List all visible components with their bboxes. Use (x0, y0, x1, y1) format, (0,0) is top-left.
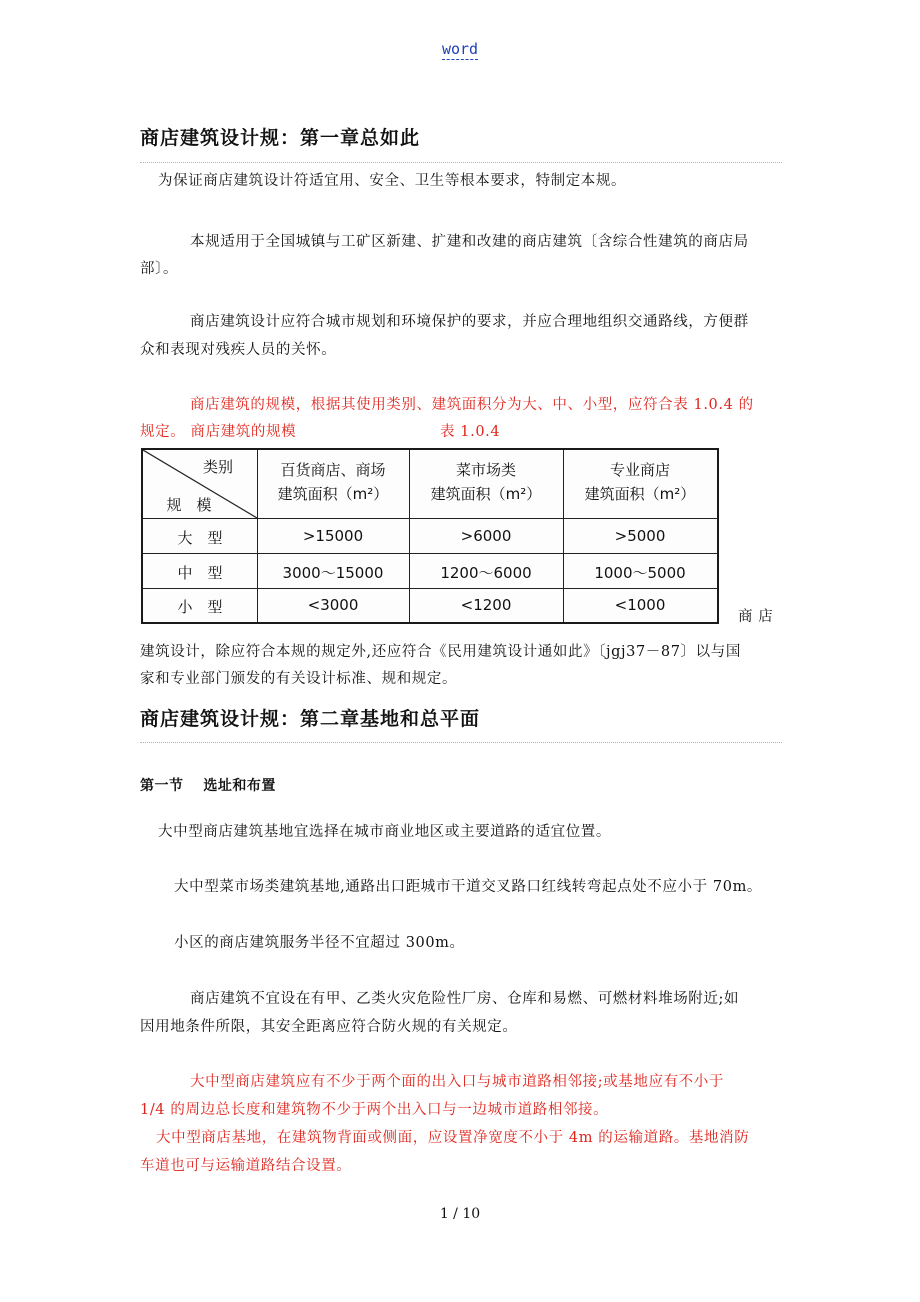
chapter2-para2: 大中型菜市场类建筑基地,通路出口距城市干道交叉路口红线转弯起点处不应小于 70m。 (174, 879, 763, 895)
chapter2-para3: 小区的商店建筑服务半径不宜超过 300m。 (174, 935, 465, 951)
table-cell: <1000 (614, 596, 666, 614)
table-corner-top: 类别 (202, 458, 233, 476)
scale-table (141, 448, 719, 624)
chapter1-para5-tail: 商 店 (738, 609, 774, 625)
table-col-header (257, 458, 409, 506)
chapter1-para3-line1: 商店建筑设计应符合城市规划和环境保护的要求，并应合理地组织交通路线，方便群 (190, 314, 749, 330)
table-cell: <1200 (460, 596, 512, 614)
table-cell: 1200～6000 (440, 564, 532, 582)
table-col-header-line2: 建筑面积（m²） (584, 485, 696, 503)
table-caption: 表 1.0.4 (440, 424, 501, 440)
table-corner-bottom: 规 模 (166, 496, 212, 514)
chapter2-para4-line2: 因用地条件所限，其安全距离应符合防火规的有关规定。 (140, 1019, 518, 1035)
page-number: 1 / 10 (439, 1206, 481, 1222)
table-cell: 3000～15000 (282, 564, 384, 582)
table-col-header-line2: 建筑面积（m²） (430, 485, 542, 503)
chapter1-para2-line2: 部〕。 (140, 261, 179, 277)
chapter2-title: 商店建筑设计规：第二章基地和总平面 (140, 708, 481, 730)
chapter1-para5-line2: 建筑设计，除应符合本规的规定外,还应符合《民用建筑设计通如此》〔jgj37－87〕以与国 (140, 644, 741, 660)
chapter1-para1: 为保证商店建筑设计符适宜用、安全、卫生等根本要求，特制定本规。 (158, 173, 627, 189)
divider (140, 742, 782, 743)
header-link-text[interactable]: word (441, 40, 479, 58)
chapter1-title: 商店建筑设计规：第一章总如此 (140, 127, 421, 149)
table-cell: <3000 (307, 596, 359, 614)
table-col-header-line2: 建筑面积（m²） (277, 485, 389, 503)
table-row-label: 中 型 (177, 564, 223, 582)
table-col-header-line1: 百货商店、商场 (280, 461, 386, 479)
chapter1-para4-line2a: 规定。 商店建筑的规模 (140, 424, 297, 440)
table-cell: 1000～5000 (594, 564, 686, 582)
chapter2-para1: 大中型商店建筑基地宜选择在城市商业地区或主要道路的适宜位置。 (158, 824, 611, 840)
table-col-header (409, 458, 563, 506)
chapter2-para4-line1: 商店建筑不宜设在有甲、乙类火灾危险性厂房、仓库和易燃、可燃材料堆场附近;如 (190, 991, 740, 1007)
table-col-header-line1: 专业商店 (609, 461, 670, 479)
table-hline (143, 553, 717, 554)
table-col-header-line1: 菜市场类 (455, 461, 516, 479)
chapter2-para6-line1: 大中型商店基地，在建筑物背面或侧面，应设置净宽度不小于 4m 的运输道路。基地消防 (156, 1130, 750, 1146)
divider (140, 162, 782, 163)
table-row-label: 小 型 (177, 598, 223, 616)
table-row-label: 大 型 (177, 529, 223, 547)
header-word-link[interactable] (0, 40, 920, 58)
table-col-header (563, 458, 717, 506)
chapter2-para5-line1: 大中型商店建筑应有不少于两个面的出入口与城市道路相邻接;或基地应有不小于 (190, 1074, 724, 1090)
section-heading: 第一节 选址和布置 (140, 778, 276, 794)
table-hline (143, 588, 717, 589)
table-cell: >5000 (614, 527, 666, 545)
chapter1-para3-line2: 众和表现对残疾人员的关怀。 (140, 342, 337, 358)
table-cell: >15000 (302, 527, 364, 545)
table-hline (143, 518, 717, 519)
chapter1-para5-line3: 家和专业部门颁发的有关设计标准、规和规定。 (140, 671, 458, 687)
chapter1-para4-line1: 商店建筑的规模，根据其使用类别、建筑面积分为大、中、小型，应符合表 1.0.4 的 (190, 397, 754, 413)
chapter2-para6-line2: 车道也可与运输道路结合设置。 (140, 1158, 352, 1174)
chapter1-para2-line1: 本规适用于全国城镇与工矿区新建、扩建和改建的商店建筑〔含综合性建筑的商店局 (190, 234, 749, 250)
chapter2-para5-line2: 1/4 的周边总长度和建筑物不少于两个出入口与一边城市道路相邻接。 (140, 1102, 609, 1118)
table-cell: >6000 (460, 527, 512, 545)
